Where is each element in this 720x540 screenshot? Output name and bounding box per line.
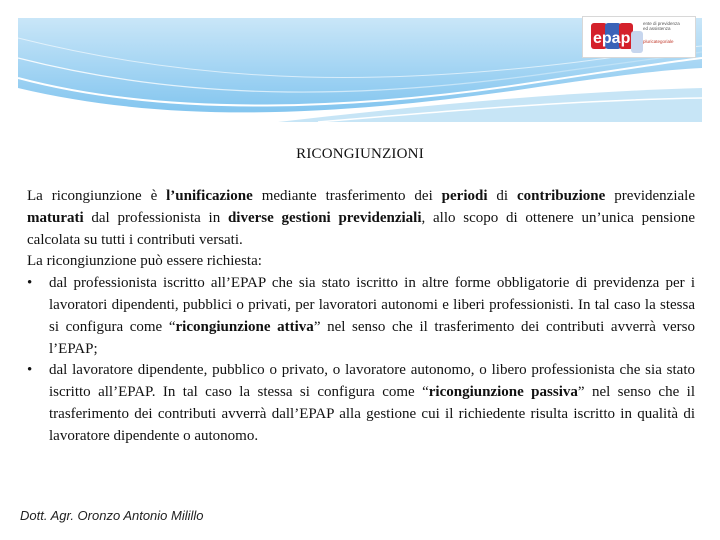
bold-term: ricongiunzione passiva: [428, 384, 578, 401]
bold-term: ricongiunzione attiva: [175, 318, 314, 335]
author-footer: Dott. Agr. Oronzo Antonio Milillo: [20, 508, 204, 523]
text-fragment: di: [487, 188, 517, 204]
logo-caption: [643, 21, 693, 44]
bold-term: contribuzione: [516, 188, 606, 204]
page-title: RICONGIUNZIONI: [296, 146, 424, 162]
text-fragment: La ricongiunzione è: [27, 188, 167, 204]
epap-logo: [582, 16, 696, 58]
bold-term: maturati: [27, 209, 84, 226]
text-fragment: previdenziale: [605, 188, 695, 204]
epap-logo-mark: [591, 21, 643, 53]
paragraph-request: La ricongiunzione può essere richiesta:: [27, 253, 262, 270]
bullet-icon: •: [27, 275, 33, 292]
logo-caption-line1: ente di previdenza: [643, 21, 680, 26]
body-text: [27, 186, 695, 448]
logo-caption-line3: pluricategoriale: [643, 39, 674, 44]
list-item: [27, 273, 695, 360]
list-item: [27, 360, 695, 447]
bullet-icon: •: [27, 362, 33, 379]
text-fragment: dal professionista in: [83, 209, 228, 226]
text-fragment: ” nel senso che il trasferimento dei contributi avverrà dall’EPAP alla gestione cui il richiedente risulta iscritto in qualità di lavoratore dipendente o autonomo.: [49, 384, 695, 444]
text-fragment: , allo scopo di ottenere un’unica pensione calcolata su tutti i contributi versati.: [27, 209, 695, 248]
text-fragment: dal lavoratore dipendente, pubblico o privato, o lavoratore autonomo, o libero professionista che sia stato iscritto all’EPAP. In tal caso la stessa si configura come “: [49, 362, 695, 401]
bold-term: l’unificazione: [166, 188, 253, 204]
bullet-list: [27, 273, 695, 447]
bold-term: diverse gestioni previdenziali: [227, 209, 422, 226]
paragraph-definition: [27, 186, 695, 251]
text-fragment: mediante trasferimento dei: [252, 188, 442, 204]
logo-caption-line2: ed assistenza: [643, 26, 671, 31]
text-fragment: dal professionista iscritto all’EPAP che sia stato iscritto in altre forme obbligatorie di previdenza per i lavoratori dipendenti, pubblici o privati, per lavoratori autonomi e liberi professionisti. In tal caso la stessa si configura come “: [49, 275, 695, 335]
text-fragment: ” nel senso che il trasferimento dei contributi avverrà verso l’EPAP;: [49, 318, 695, 357]
logo-text: epap: [593, 30, 631, 47]
bold-term: periodi: [441, 188, 488, 204]
